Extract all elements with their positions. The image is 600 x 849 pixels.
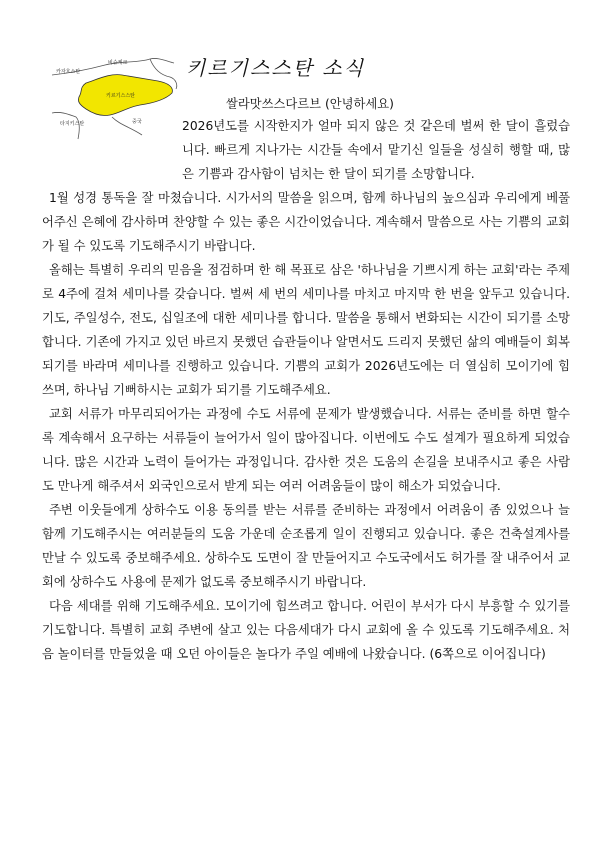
map-label-china: 중국 (132, 119, 142, 125)
greeting-line: 쌀라맛쓰스다르브 (안녕하세요) (226, 97, 394, 111)
paragraph-water-supply: 주변 이웃들에게 상하수도 이용 동의를 받는 서류를 준비하는 과정에서 어려움이 좀 있었으나 늘 함께 기도해주시는 여러분들의 도움 가운데 순조롭게 일이 진행되고 있습니다. 좋은 건축설계사를 만날 수 있도록 중보해주세요. 상하수도 도면이 잘 만들어지고 수도국에서도 허가를 잘 내주어서 교회에 상하수도 사용에 문제가 없도록 중보해주시기 바랍니다. (42, 503, 570, 589)
paragraph-seminar: 올해는 특별히 우리의 믿음을 점검하며 한 해 목표로 삼은 '하나님을 기쁘시게 하는 교회'라는 주제로 4주에 걸쳐 세미나를 갖습니다. 벌써 세 번의 세미나를 마치고 마지막 한 번을 앞두고 있습니다. 기도, 주일성수, 전도, 십일조에 대한 세미나를 합니다. 말씀을 통해서 변화되는 시간이 되기를 소망합니다. 기존에 가지고 있던 바르지 못했던 습관들이나 알면서도 드리지 못했던 삶의 예배들이 회복되기를 바라며 세미나를 진행하고 있습니다. 기쁨의 교회가 2026년도에는 더 열심히 모이기에 힘쓰며, 하나님 기뻐하시는 교회가 되기를 기도해주세요. (42, 263, 570, 397)
paragraph-bible-reading: 1월 성경 통독을 잘 마쳤습니다. 시가서의 말씀을 읽으며, 함께 하나님의 높으심과 우리에게 베풀어주신 은혜에 감사하며 찬양할 수 있는 좋은 시간이었습니다. 계속해서 말씀으로 사는 기쁨의 교회가 될 수 있도록 기도해주시기 바랍니다. (42, 191, 570, 253)
paragraph-documents: 교회 서류가 마무리되어가는 과정에 수도 서류에 문제가 발생했습니다. 서류는 준비를 하면 할수록 계속해서 요구하는 서류들이 늘어가서 일이 많아집니다. 이번에도 수도 설계가 필요하게 되었습니다. 많은 시간과 노력이 들어가는 과정입니다. 감사한 것은 도움의 손길을 보내주시고 좋은 사람도 만나게 해주셔서 외국인으로서 받게 되는 여러 어려움들이 많이 해소가 되었습니다. (42, 407, 570, 493)
map-label-kazakhstan: 카자흐스탄 (56, 69, 81, 75)
page-title: 키르기스스탄 소식 (186, 56, 365, 80)
map-label-tajikistan: 타지키스탄 (60, 121, 85, 127)
map-label-bishkek: 비슈케크 (108, 60, 128, 66)
paragraph-next-generation: 다음 세대를 위해 기도해주세요. 모이기에 힘쓰려고 합니다. 어린이 부서가 다시 부흥할 수 있기를 기도합니다. 특별히 교회 주변에 살고 있는 다음세대가 다시 교회에 올 수 있도록 기도해주세요. 처음 놀이터를 만들었을 때 오던 아이들은 놀다가 주일 예배에 나왔습니다. (6쪽으로 이어집니다) (42, 599, 570, 661)
paragraph-intro: 2026년도를 시작한지가 얼마 되지 않은 것 같은데 벌써 한 달이 흘렀습니다. 빠르게 지나가는 시간들 속에서 맡기신 일들을 성실히 행할 때, 많은 기쁨과 감사함이 넘치는 한 달이 되기를 소망합니다. (182, 119, 570, 181)
map-label-kyrgyzstan: 키르기스스탄 (106, 93, 135, 99)
article-body (42, 114, 570, 666)
